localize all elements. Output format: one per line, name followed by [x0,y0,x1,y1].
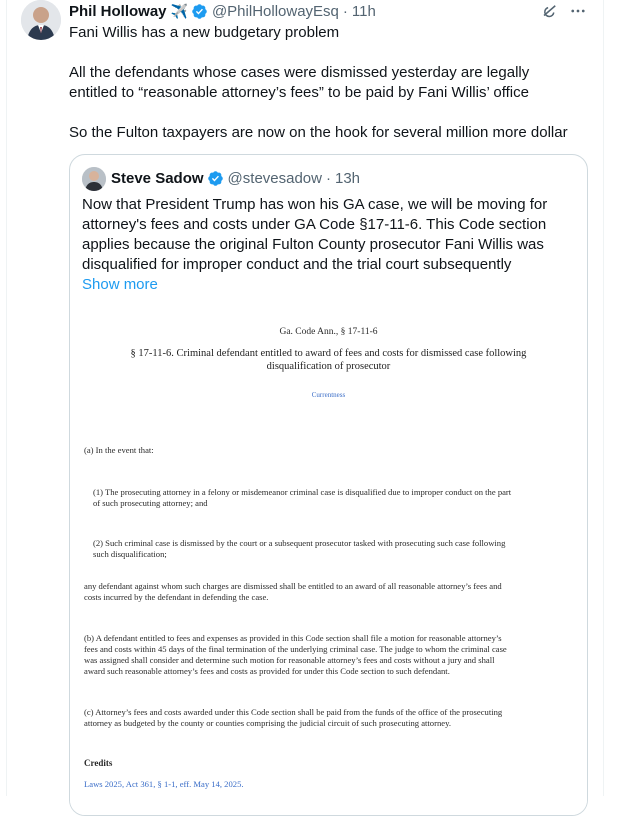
doc-paragraph: award such reasonable attorney’s fees and costs as provided for under this Code section to such defendant. [84,666,450,676]
tweet-timestamp[interactable]: 11h [351,2,376,20]
more-icon[interactable] [569,2,587,25]
quoted-text-line: Now that President Trump has won his GA case, we will be moving for [82,196,548,213]
tweet-paragraph: All the defendants whose cases were dismissed yesterday are legally [69,64,530,81]
avatar-image [21,0,61,40]
tweet-paragraph: So the Fulton taxpayers are now on the hook for several million more dollar [69,124,568,141]
doc-paragraph: (b) A defendant entitled to fees and expenses as provided in this Code section shall file a motion for reasonable attorney’s [84,633,502,643]
show-more-link[interactable]: Show more [82,276,158,293]
attached-document-image[interactable] [70,301,587,816]
airplane-emoji-icon: ✈️ [170,2,188,19]
doc-paragraph: (1) The prosecuting attorney in a felony or misdemeanor criminal case is disqualified due to improper conduct on the part [93,487,512,497]
doc-title: § 17-11-6. Criminal defendant entitled to award of fees and costs for dismissed case following [130,348,527,359]
quoted-text-line: attorney's fees and costs under GA Code §17-11-6. This Code section [82,216,547,233]
doc-paragraph: fees and costs within 45 days of the final termination of the underlying criminal case. The judge to whom the criminal case [84,644,507,654]
verified-badge-icon [191,3,208,20]
doc-paragraph: such disqualification; [93,549,167,559]
author-name[interactable]: Phil Holloway [69,2,167,20]
grok-icon[interactable] [541,2,559,25]
doc-paragraph: was assigned shall consider and determine such motion for reasonable attorney’s fees and costs without a jury and shall [84,655,495,665]
quoted-avatar-image [82,167,106,191]
doc-citation: Ga. Code Ann., § 17-11-6 [279,327,378,337]
tweet-text [69,23,589,143]
doc-credits-link: Laws 2025, Act 361, § 1-1, eff. May 14, 2025. [84,779,244,789]
quoted-author-handle[interactable]: @stevesadow [227,170,322,187]
tweet-header [69,2,376,20]
doc-paragraph: (c) Attorney’s fees and costs awarded under this Code section shall be paid from the funds of the office of the prosecuting [84,707,503,717]
verified-badge-icon [207,170,224,187]
doc-currentness-link: Currentness [311,391,346,399]
doc-paragraph: (2) Such criminal case is dismissed by the court or a subsequent prosecutor tasked with prosecuting such case following [93,538,506,548]
author-avatar[interactable] [21,0,61,40]
quoted-tweet[interactable] [69,154,588,816]
doc-credits-heading: Credits [84,758,113,768]
doc-paragraph: costs incurred by the defendant in defending the case. [84,592,269,602]
quoted-tweet-text [82,195,582,295]
time-separator: · [326,170,331,187]
timeline-left-border [6,0,7,796]
quoted-tweet-header [111,170,360,187]
tweet-paragraph: Fani Willis has a new budgetary problem [69,24,340,41]
tweet-paragraph: entitled to “reasonable attorney’s fees” to be paid by Fani Willis’ office [69,84,529,101]
doc-title: disqualification of prosecutor [266,361,391,372]
time-separator: · [342,2,348,20]
quoted-text-line: applies because the original Fulton County prosecutor Fani Willis was [82,236,544,253]
quoted-author-avatar[interactable] [82,167,106,191]
quoted-text-line: disqualified for improper conduct and the trial court subsequently [82,256,512,273]
tweet-actions-top [541,2,587,25]
doc-paragraph: any defendant against whom such charges are dismissed shall be entitled to an award of all reasonable attorney’s fees and [84,581,502,591]
author-handle[interactable]: @PhilHollowayEsq [211,2,339,20]
quoted-tweet-timestamp: 13h [335,170,361,187]
quoted-author-name[interactable]: Steve Sadow [111,170,204,187]
doc-paragraph: of such prosecuting attorney; and [93,498,208,508]
doc-paragraph: (a) In the event that: [84,445,154,455]
doc-paragraph: attorney as budgeted by the county or counties comprising the judicial circuit of such prosecuting attorney. [84,718,451,728]
timeline-right-border [603,0,604,796]
